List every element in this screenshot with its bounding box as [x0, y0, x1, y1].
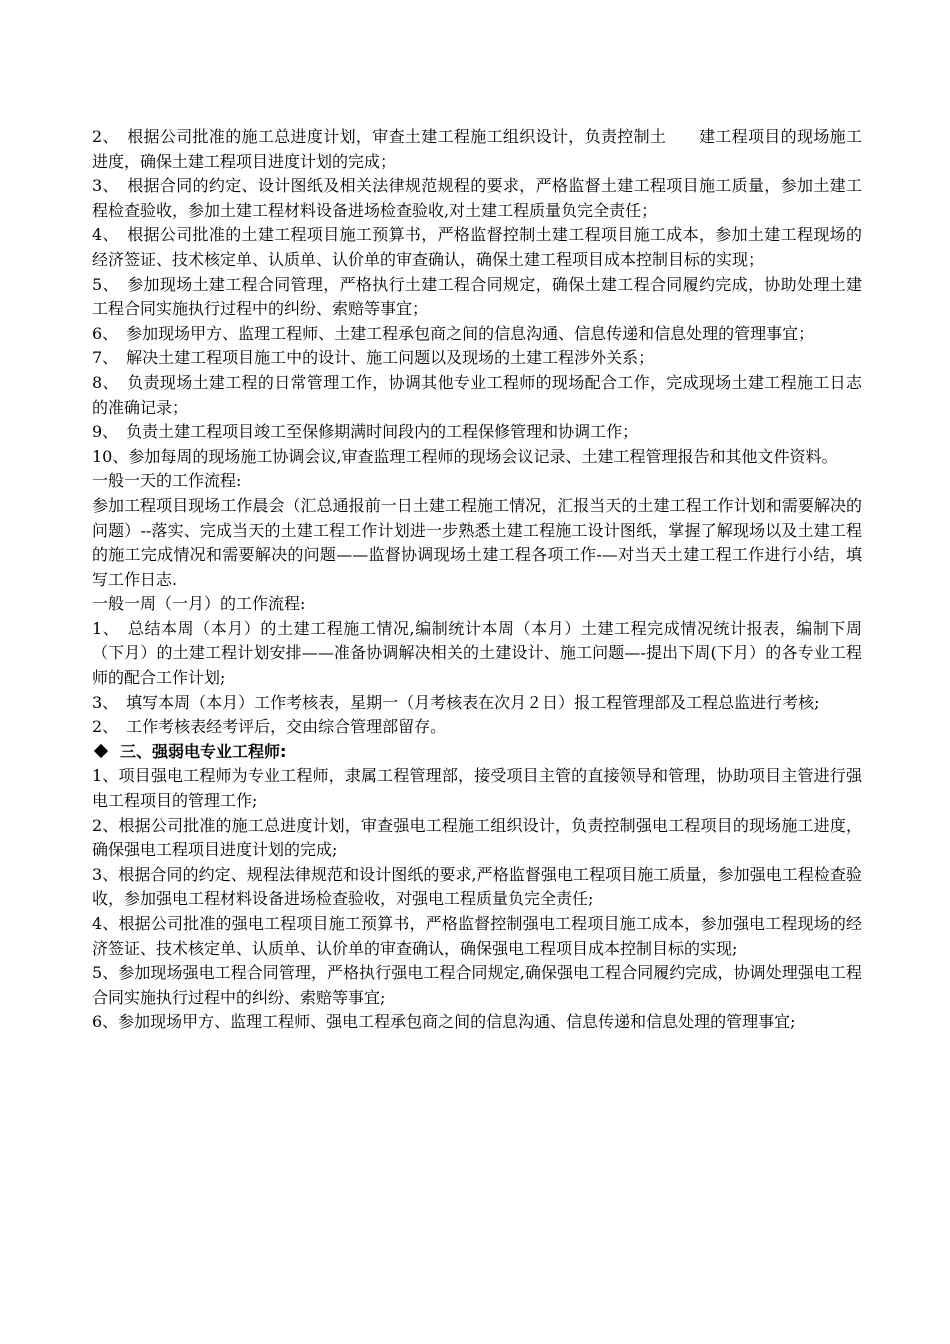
paragraph: 一般一天的工作流程: [92, 471, 242, 491]
paragraph: 4、 根据公司批准的土建工程项目施工预算书，严格监督控制土建工程项目施工成本，参加土建工程现场的经济签证、技术核定单、认质单、认价单的审查确认，确保土建工程项目成本控制目标的实现； [92, 225, 862, 269]
paragraph: 参加工程项目现场工作晨会（汇总通报前一日土建工程施工情况，汇报当天的土建工程工作计划和需要解决的问题）--落实、完成当天的土建工程工作计划进一步熟悉土建工程施工设计图纸，掌握了解现场以及土建工程的施工完成情况和需要解决的问题——监督协调现场土建工程各项工作-—对当天土建工程工作进行小结，填写工作日志. [92, 495, 862, 589]
section-heading-text: 三、强弱电专业工程师: [120, 741, 287, 761]
paragraph: 4、根据公司批准的强电工程项目施工预算书，严格监督控制强电工程项目施工成本，参加强电工程现场的经济签证、技术核定单、认质单、认价单的审查确认，确保强电工程项目成本控制目标的实现; [92, 914, 862, 958]
paragraph: 2、 工作考核表经考评后，交由综合管理部留存。 [92, 717, 447, 737]
paragraph: 7、 解决土建工程项目施工中的设计、施工问题以及现场的土建工程涉外关系； [92, 348, 655, 368]
paragraph: 5、参加现场强电工程合同管理，严格执行强电工程合同规定,确保强电工程合同履约完成，协调处理强电工程合同实施执行过程中的纠纷、索赔等事宜; [92, 963, 862, 1007]
paragraph: 6、 参加现场甲方、监理工程师、土建工程承包商之间的信息沟通、信息传递和信息处理的管理事宜； [92, 323, 815, 343]
paragraph: 6、参加现场甲方、监理工程师、强电工程承包商之间的信息沟通、信息传递和信息处理的管理事宜; [92, 1012, 796, 1032]
document-page [92, 125, 862, 1035]
paragraph: 8、 负责现场土建工程的日常管理工作，协调其他专业工程师的现场配合工作，完成现场土建工程施工日志的准确记录； [92, 372, 862, 417]
paragraph: 2、 根据公司批准的施工总进度计划，审查土建工程施工组织设计，负责控制土 建工程项目的现场施工进度，确保土建工程项目进度计划的完成； [92, 127, 862, 171]
section-heading [92, 740, 862, 765]
paragraph: 2、根据公司批准的施工总进度计划，审查强电工程施工组织设计，负责控制强电工程项目的现场施工进度，确保强电工程项目进度计划的完成; [92, 815, 862, 860]
paragraph: 5、 参加现场土建工程合同管理，严格执行土建工程合同规定，确保土建工程合同履约完成，协助处理土建工程合同实施执行过程中的纠纷、索赔等事宜； [92, 274, 862, 319]
paragraph: 3、根据合同的约定、规程法律规范和设计图纸的要求,严格监督强电工程项目施工质量，参加强电工程检查验收，参加强电工程材料设备进场检查验收，对强电工程质量负完全责任; [92, 864, 862, 909]
paragraph: 3、 填写本周（本月）工作考核表，星期一（月考核表在次月２日）报工程管理部及工程总监进行考核; [92, 692, 820, 712]
paragraph: 3、 根据合同的约定、设计图纸及相关法律规范规程的要求，严格监督土建工程项目施工质量，参加土建工程检查验收，参加土建工程材料设备进场检查验收,对土建工程质量负完全责任； [92, 176, 862, 220]
paragraph: 1、项目强电工程师为专业工程师，隶属工程管理部，接受项目主管的直接领导和管理，协助项目主管进行强电工程项目的管理工作; [92, 766, 862, 811]
paragraph: 10、参加每周的现场施工协调会议,审查监理工程师的现场会议记录、土建工程管理报告和其他文件资料。 [92, 446, 838, 466]
paragraph: 一般一周（一月）的工作流程: [92, 594, 306, 614]
paragraph: 1、 总结本周（本月）的土建工程施工情况,编制统计本周（本月）土建工程完成情况统计报表，编制下周（下月）的土建工程计划安排——准备协调解决相关的土建设计、施工问题—-提出下周(下月）的各专业工程师的配合工作计划; [92, 618, 862, 688]
paragraph: 9、 负责土建工程项目竣工至保修期满时间段内的工程保修管理和协调工作； [92, 422, 639, 442]
diamond-bullet-icon [94, 744, 108, 758]
